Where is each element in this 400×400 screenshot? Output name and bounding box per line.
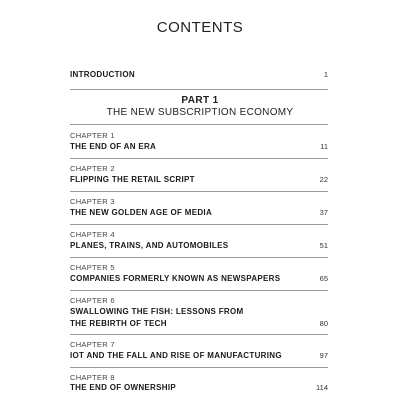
entry-title: COMPANIES FORMERLY KNOWN AS NEWSPAPERS [70, 274, 281, 283]
entry-page-number: 80 [319, 319, 328, 328]
chapter-number: CHAPTER 7 [70, 340, 115, 349]
entry-page-number: 37 [319, 208, 328, 217]
section-divider [70, 191, 328, 192]
toc-entry-chapter-2[interactable] [70, 174, 328, 186]
section-divider [70, 224, 328, 225]
section-divider [70, 158, 328, 159]
chapter-number: CHAPTER 3 [70, 197, 115, 206]
entry-title: THE END OF AN ERA [70, 142, 157, 151]
entry-title: INTRODUCTION [70, 70, 135, 79]
section-divider [70, 367, 328, 368]
entry-page-number: 97 [319, 351, 328, 360]
entry-title-line-2: THE REBIRTH OF TECH [70, 319, 167, 328]
toc-entry-chapter-6[interactable] [70, 306, 328, 330]
section-divider [70, 334, 328, 335]
entry-title: THE END OF OWNERSHIP [70, 383, 177, 392]
chapter-number: CHAPTER 8 [70, 373, 115, 382]
toc-entry-chapter-1[interactable] [70, 141, 328, 153]
entry-title-line-1: SWALLOWING THE FISH: LESSONS FROM [70, 307, 244, 316]
section-divider [70, 290, 328, 291]
page-title: CONTENTS [156, 19, 244, 36]
toc-entry-chapter-7[interactable] [70, 350, 328, 362]
section-divider [70, 257, 328, 258]
entry-title: THE NEW GOLDEN AGE OF MEDIA [70, 208, 213, 217]
chapter-number: CHAPTER 6 [70, 296, 115, 305]
part-title: THE NEW SUBSCRIPTION ECONOMY [106, 107, 294, 118]
entry-title [70, 306, 243, 330]
toc-entry-introduction[interactable] [70, 69, 328, 81]
entry-page-number: 1 [323, 70, 328, 79]
chapter-number: CHAPTER 4 [70, 230, 115, 239]
entry-title: FLIPPING THE RETAIL SCRIPT [70, 175, 195, 184]
entry-page-number: 11 [320, 142, 328, 151]
chapter-number: CHAPTER 5 [70, 263, 115, 272]
entry-title: IOT AND THE FALL AND RISE OF MANUFACTURING [70, 351, 282, 360]
entry-page-number: 22 [319, 175, 328, 184]
entry-page-number: 51 [319, 241, 328, 250]
toc-entry-chapter-4[interactable] [70, 240, 328, 252]
toc-entry-chapter-5[interactable] [70, 273, 328, 285]
chapter-number: CHAPTER 2 [70, 164, 115, 173]
toc-entry-chapter-8[interactable] [70, 382, 328, 394]
entry-page-number: 114 [316, 383, 328, 392]
section-divider [70, 124, 328, 125]
toc-entry-chapter-3[interactable] [70, 207, 328, 219]
entry-page-number: 65 [319, 274, 328, 283]
part-number: PART 1 [181, 95, 219, 106]
entry-title: PLANES, TRAINS, AND AUTOMOBILES [70, 241, 229, 250]
section-divider [70, 89, 328, 90]
chapter-number: CHAPTER 1 [70, 131, 115, 140]
